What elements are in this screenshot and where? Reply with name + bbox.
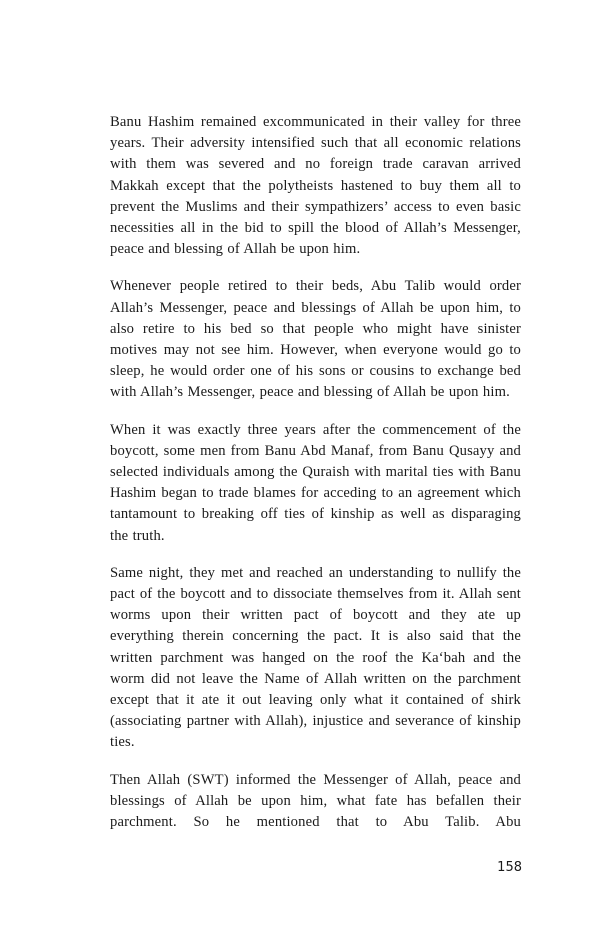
- page-number: 158: [497, 860, 522, 875]
- paragraph-beds: Whenever people retired to their beds, Abu Talib would order Allah’s Messenger, peace and blessings of Allah be upon him, to also retire to his bed so that people who might have sinister motives may not see him. However, when everyone would go to sleep, he would order one of his sons or cousins to exchange bed with Allah’s Messenger, peace and blessing of Allah be upon him.: [110, 278, 521, 401]
- paragraph-informed: Then Allah (SWT) informed the Messenger of Allah, peace and blessings of Allah be upon him, what fate has befallen their parchment. So he mentioned that to Abu Talib. Abu: [110, 771, 521, 831]
- paragraph-three-years: When it was exactly three years after the commencement of the boycott, some men from Banu Abd Manaf, from Banu Qusayy and selected individuals among the Quraish with marital ties with Banu Hashim began to trade blames for acceding to an agreement which tantamount to breaking off ties of kinship as well as disparaging the truth.: [110, 421, 521, 544]
- page-body: [110, 112, 521, 849]
- paragraph-excommunication: Banu Hashim remained excommunicated in their valley for three years. Their adversity intensified such that all economic relations with them was severed and no foreign trade caravan arrived Makkah except that the polytheists hastened to buy them all to prevent the Muslims and their sympathizers’ access to even basic necessities all in the bid to spill the blood of Allah’s Messenger, peace and blessing of Allah be upon him.: [110, 114, 521, 258]
- paragraph-same-night: Same night, they met and reached an understanding to nullify the pact of the boycott and to dissociate themselves from it. Allah sent worms upon their written pact of boycott and they ate up everything therein concerning the pact. It is also said that the written parchment was hanged on the roof the Ka‘bah and the worm did not leave the Name of Allah written on the parchment except that it ate it out leaving only what it contained of shirk (associating partner with Allah), injustice and severance of kinship ties.: [110, 564, 521, 751]
